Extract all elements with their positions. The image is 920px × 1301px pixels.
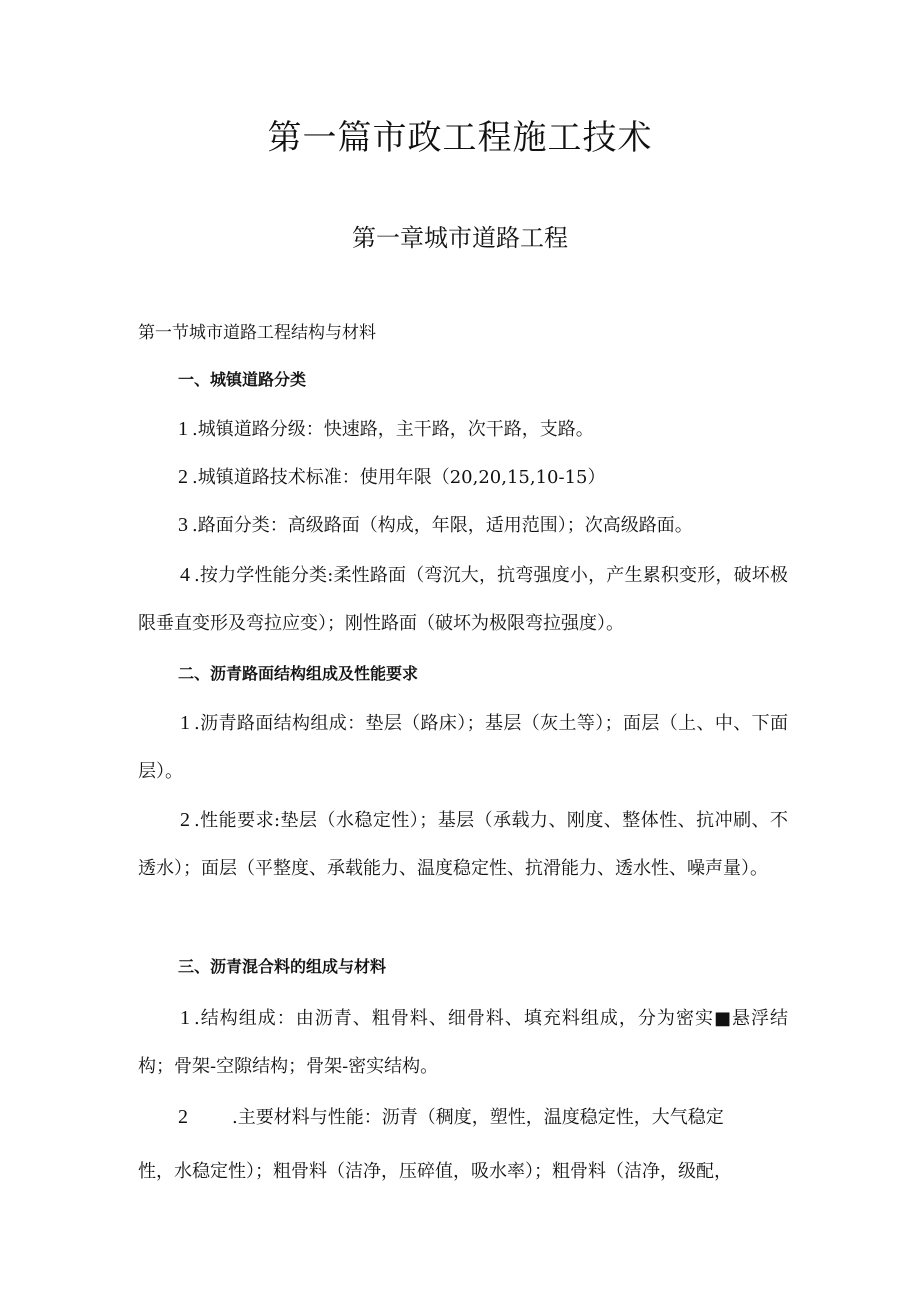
section-title: 第一节城市道路工程结构与材料 <box>138 323 376 343</box>
item-text: .城镇道路技术标准：使用年限（20,20,15,10-15） <box>192 467 606 488</box>
heading-asphalt-mixture: 三、沥青混合料的组成与材料 <box>178 957 387 976</box>
item-number: 2 <box>178 466 188 488</box>
item-number: 1 <box>178 418 188 440</box>
list-item <box>178 414 594 445</box>
list-item <box>178 1102 724 1133</box>
list-item <box>138 699 788 796</box>
list-item <box>138 994 788 1091</box>
item-number: 1 <box>180 712 190 734</box>
part-title: 第一篇市政工程施工技术 <box>267 118 653 158</box>
item-number: 4 <box>180 564 190 586</box>
list-item <box>138 796 788 893</box>
item-number: 2 <box>180 809 190 831</box>
item-number: 1 <box>180 1007 190 1029</box>
item-text: .结构组成：由沥青、粗骨料、细骨料、填充料组成，分为密实■悬浮结构；骨架-空隙结构；骨架-密实结构。 <box>138 1008 788 1077</box>
list-item <box>178 462 606 493</box>
heading-asphalt-pavement: 二、沥青路面结构组成及性能要求 <box>178 664 419 683</box>
chapter-title: 第一章城市道路工程 <box>352 224 568 252</box>
item-text: .主要材料与性能：沥青（稠度，塑性，温度稳定性，大气稳定 <box>232 1107 724 1128</box>
item-number: 3 <box>178 514 188 536</box>
list-item <box>138 551 788 648</box>
item-text: .路面分类：高级路面（构成，年限，适用范围）；次高级路面。 <box>192 515 693 536</box>
item-text: .城镇道路分级：快速路，主干路，次干路，支路。 <box>192 419 594 440</box>
heading-road-classification: 一、城镇道路分类 <box>178 370 307 389</box>
item-text: .性能要求:垫层（水稳定性）；基层（承载力、刚度、整体性、抗冲刷、不透水）；面层（平整度、承载能力、温度稳定性、抗滑能力、透水性、噪声量）。 <box>138 810 788 879</box>
list-item <box>178 510 693 541</box>
item-text: .按力学性能分类:柔性路面（弯沉大，抗弯强度小，产生累积变形，破坏极限垂直变形及弯拉应变）；刚性路面（破坏为极限弯拉强度）。 <box>138 565 788 634</box>
list-item-continuation: 性，水稳定性）；粗骨料（洁净，压碎值，吸水率）；粗骨料（洁净，级配， <box>138 1161 732 1182</box>
item-number: 2 <box>178 1106 188 1128</box>
item-text: .沥青路面结构组成：垫层（路床）；基层（灰土等）；面层（上、中、下面层）。 <box>138 713 788 782</box>
